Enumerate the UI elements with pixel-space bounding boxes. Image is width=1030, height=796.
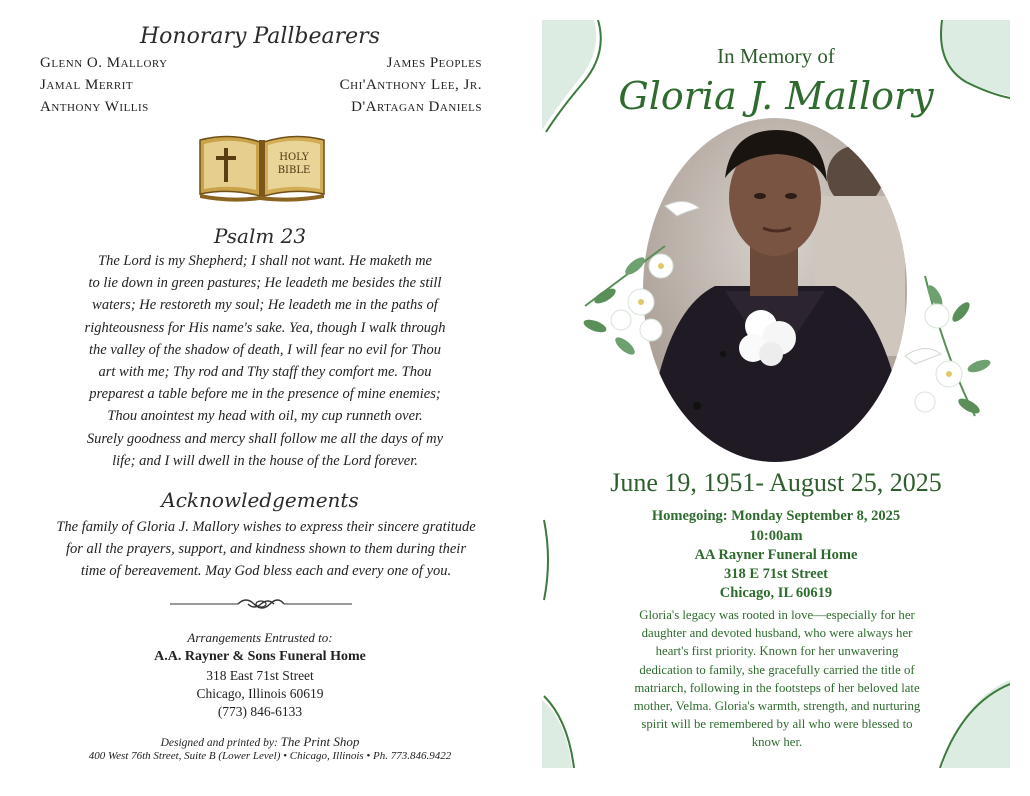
psalm-line: the valley of the shadow of death, I will fear no evil for Thou bbox=[89, 341, 441, 358]
printer-credit bbox=[0, 734, 520, 750]
pallbearer-name: Chi'Anthony Lee, Jr. bbox=[339, 77, 482, 93]
acknowledgement-line: The family of Gloria J. Mallory wishes to express their sincere gratitude bbox=[56, 519, 476, 535]
psalm-line: life; and I will dwell in the house of the Lord forever. bbox=[112, 452, 418, 469]
funeral-home-street: 318 East 71st Street bbox=[206, 668, 314, 683]
psalm-line: The Lord is my Shepherd; I shall not want. He maketh me bbox=[98, 253, 432, 269]
pallbearer-name: Jamal Merrit bbox=[40, 77, 134, 93]
psalm-line: Thou anointest my head with oil, my cup runneth over. bbox=[107, 408, 423, 425]
acknowledgements-title: Acknowledgements bbox=[161, 488, 359, 512]
ornamental-divider-icon bbox=[168, 594, 354, 614]
pallbearers-left-column bbox=[40, 52, 168, 118]
obituary-line: heart's first priority. Known for her unwavering bbox=[655, 644, 899, 659]
psalm-line: righteousness for His name's sake. Yea, though I walk through bbox=[84, 319, 446, 336]
obituary-line: Gloria's legacy was rooted in love—especially for her bbox=[639, 608, 915, 622]
service-time: 10:00am bbox=[749, 528, 803, 544]
service-date: Homegoing: Monday September 8, 2025 bbox=[651, 508, 901, 524]
in-memory-heading: In Memory of bbox=[717, 44, 835, 68]
service-location-name: AA Rayner Funeral Home bbox=[694, 547, 858, 563]
deceased-name: Gloria J. Mallory bbox=[618, 74, 934, 118]
right-floral-spray-icon bbox=[905, 276, 992, 416]
pallbearer-name: Glenn O. Mallory bbox=[40, 55, 168, 71]
portrait-photo bbox=[565, 116, 995, 472]
obituary-line: matriarch, following in the footsteps of her beloved late bbox=[634, 680, 920, 695]
psalm-text bbox=[50, 250, 480, 472]
service-location-city: Chicago, IL 60619 bbox=[719, 585, 833, 601]
acknowledgement-line: time of bereavement. May God bless each and every one of you. bbox=[80, 563, 452, 580]
printer-label: Designed and printed by: bbox=[160, 737, 278, 749]
obituary-line: dedication to family, she gracefully carried the title of bbox=[639, 662, 915, 677]
life-dates: June 19, 1951- August 25, 2025 bbox=[610, 468, 942, 497]
psalm-line: preparest a table before me in the presence of mine enemies; bbox=[89, 386, 441, 403]
pallbearer-name: D'Artagan Daniels bbox=[351, 99, 482, 115]
service-location-street: 318 E 71st Street bbox=[723, 566, 829, 582]
obituary-line: spirit will be remembered by all who were blessed to bbox=[641, 717, 913, 732]
bible-cover-text: HOLY bbox=[279, 152, 309, 163]
pallbearers-right-column bbox=[340, 52, 482, 118]
psalm-line: to lie down in green pastures; He leadeth me besides the still bbox=[88, 275, 442, 292]
arrangements-label: Arrangements Entrusted to: bbox=[187, 630, 333, 645]
printer-address: 400 West 76th Street, Suite B (Lower Level) • Chicago, Illinois • Ph. 773.846.9422 bbox=[88, 750, 452, 762]
psalm-line: art with me; Thy rod and Thy staff they comfort me. Thou bbox=[98, 364, 432, 381]
funeral-home-name: A.A. Rayner & Sons Funeral Home bbox=[154, 649, 366, 664]
pallbearer-name: Anthony Willis bbox=[40, 99, 149, 115]
obituary-line: daughter and devoted husband, who were always her bbox=[641, 626, 913, 641]
obituary-line: know her. bbox=[751, 735, 803, 750]
obituary-text bbox=[600, 606, 954, 752]
funeral-home-city: Chicago, Illinois 60619 bbox=[196, 686, 324, 701]
psalm-line: waters; He restoreth my soul; He leadeth me in the paths of bbox=[92, 297, 438, 314]
psalm-line: Surely goodness and mercy shall follow me all the days of my bbox=[86, 430, 444, 447]
psalm-title: Psalm 23 bbox=[213, 224, 307, 248]
pallbearers-title: Honorary Pallbearers bbox=[140, 24, 380, 49]
printer-shop-name: The Print Shop bbox=[280, 734, 360, 749]
pallbearer-name: James Peoples bbox=[386, 55, 482, 71]
acknowledgement-line: for all the prayers, support, and kindness shown to them during their bbox=[66, 541, 466, 558]
bible-cover-text: BIBLE bbox=[277, 165, 311, 176]
obituary-line: mother, Velma. Gloria's warmth, strength, and nurturing bbox=[633, 699, 921, 714]
acknowledgements-text bbox=[36, 516, 496, 583]
holy-bible-icon bbox=[196, 130, 328, 202]
funeral-home-phone: (773) 846-6133 bbox=[217, 704, 303, 719]
